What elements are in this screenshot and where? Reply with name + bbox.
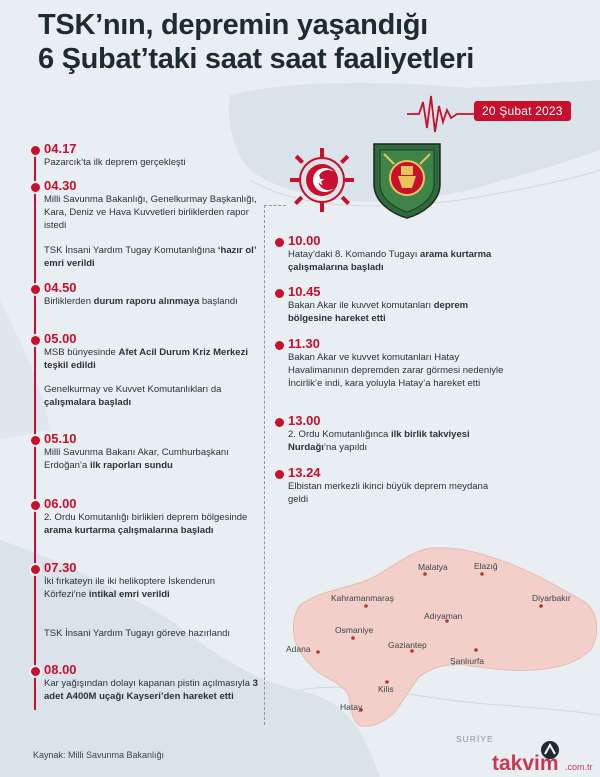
entry-time: 04.50 bbox=[44, 280, 77, 295]
entry-description: İki fırkateyn ile iki helikoptere İskenderun Körfezi’ne intikal emri verildi bbox=[44, 576, 216, 600]
entry-description: Milli Savunma Bakanı Akar, Cumhurbaşkanı Erdoğan’a ilk raporları sundu bbox=[44, 447, 229, 471]
entry-time: 10.00 bbox=[288, 233, 321, 248]
timeline-entry bbox=[44, 496, 259, 537]
msb-logo-icon bbox=[286, 144, 358, 216]
map-city-malatya: Malatya bbox=[418, 562, 448, 572]
timeline-marker bbox=[29, 144, 42, 157]
date-badge: 20 Şubat 2023 bbox=[474, 101, 571, 121]
entry-time: 05.10 bbox=[44, 431, 77, 446]
timeline-entry bbox=[288, 465, 510, 506]
timeline-marker bbox=[29, 181, 42, 194]
timeline-marker bbox=[29, 334, 42, 347]
timeline-entry bbox=[288, 413, 510, 454]
entry-time: 08.00 bbox=[44, 662, 77, 677]
entry-description: Pazarcık’ta ilk deprem gerçekleşti bbox=[44, 157, 186, 168]
timeline-connector-top bbox=[264, 205, 286, 206]
timeline-entry bbox=[288, 233, 510, 274]
watermark-brand: takvim bbox=[492, 752, 559, 775]
map-country-label: SURİYE bbox=[456, 734, 494, 744]
map-city-kilis: Kilis bbox=[378, 684, 394, 694]
entry-time: 11.30 bbox=[288, 336, 320, 351]
timeline-line bbox=[34, 148, 36, 710]
timeline-entry bbox=[44, 383, 259, 409]
timeline-marker bbox=[273, 236, 286, 249]
timeline-entry bbox=[44, 662, 259, 703]
timeline-entry bbox=[288, 336, 510, 390]
page-title bbox=[38, 8, 474, 76]
title-line-2: 6 Şubat’taki saat saat faaliyetleri bbox=[38, 43, 474, 75]
timeline-entry bbox=[44, 280, 259, 308]
entry-description: Bakan Akar ve kuvvet komutanları Hatay Havalimanının depremden zarar görmesi nedeniyle İncirlik’e indi, kara yoluyla Hatay’a hareket etti bbox=[288, 352, 504, 389]
entry-description: TSK İnsani Yardım Tugayı göreve hazırlandı bbox=[44, 628, 231, 639]
timeline-entry bbox=[44, 560, 259, 601]
entry-time: 04.17 bbox=[44, 141, 77, 156]
watermark-domain: .com.tr bbox=[565, 762, 593, 772]
timeline-marker bbox=[273, 339, 286, 352]
title-line-1: TSK’nın, depremin yaşandığı bbox=[38, 9, 428, 41]
entry-time: 04.30 bbox=[44, 178, 77, 193]
map-city-adiyaman: Adıyaman bbox=[424, 611, 463, 621]
entry-time: 07.30 bbox=[44, 560, 77, 575]
entry-time: 13.00 bbox=[288, 413, 321, 428]
timeline-marker bbox=[29, 665, 42, 678]
entry-description: Genelkurmay ve Kuvvet Komutanlıkları da çalışmalara başladı bbox=[44, 384, 222, 408]
entry-time: 13.24 bbox=[288, 465, 321, 480]
timeline-entry bbox=[44, 178, 259, 232]
map-city-sanliurfa: Şanlıurfa bbox=[450, 656, 485, 666]
entry-description: Hatay’daki 8. Komando Tugayı arama kurtarma çalışmalarına başladı bbox=[288, 249, 492, 273]
watermark-logo bbox=[490, 750, 598, 776]
timeline-entry bbox=[44, 431, 259, 472]
timeline-marker bbox=[29, 283, 42, 296]
entry-time: 10.45 bbox=[288, 284, 321, 299]
timeline-entry bbox=[44, 331, 259, 372]
timeline-marker bbox=[29, 499, 42, 512]
map-city-adana: Adana bbox=[286, 644, 311, 654]
tsk-logo-icon bbox=[370, 140, 444, 220]
timeline-entry bbox=[44, 244, 259, 270]
entry-description: 2. Ordu Komutanlığı birlikleri deprem bölgesinde arama kurtarma çalışmalarına başladı bbox=[44, 512, 248, 536]
entry-time: 06.00 bbox=[44, 496, 77, 511]
timeline-connector bbox=[264, 205, 265, 725]
entry-description: Birliklerden durum raporu alınmaya başlandı bbox=[44, 296, 238, 307]
timeline-entry bbox=[44, 141, 259, 169]
map-city-osmaniye: Osmaniye bbox=[335, 625, 374, 635]
timeline-entry bbox=[44, 627, 259, 640]
map-city-hatay: Hatay bbox=[340, 702, 363, 712]
map-city-diyarbakir: Diyarbakır bbox=[532, 593, 571, 603]
timeline-marker bbox=[273, 468, 286, 481]
timeline-marker bbox=[273, 416, 286, 429]
timeline-entry bbox=[288, 284, 510, 325]
timeline-marker bbox=[273, 287, 286, 300]
map-city-kahramanmaras: Kahramanmaraş bbox=[331, 593, 394, 603]
timeline-marker bbox=[29, 563, 42, 576]
entry-description: Kar yağışından dolayı kapanan pistin açılmasıyla 3 adet A400M uçağı Kayseri’den hareket etti bbox=[44, 678, 258, 702]
entry-description: Elbistan merkezli ikinci büyük deprem meydana geldi bbox=[288, 481, 489, 505]
entry-description: TSK İnsani Yardım Tugay Komutanlığına ‘hazır ol’ emri verildi bbox=[44, 245, 256, 269]
entry-description: 2. Ordu Komutanlığınca ilk birlik takviyesi Nurdağı’na yapıldı bbox=[288, 429, 470, 453]
entry-time: 05.00 bbox=[44, 331, 77, 346]
source-note: Kaynak: Milli Savunma Bakanlığı bbox=[33, 750, 165, 760]
timeline-marker bbox=[29, 434, 42, 447]
entry-description: Bakan Akar ile kuvvet komutanları deprem bölgesine hareket etti bbox=[288, 300, 469, 324]
map-city-gaziantep: Gaziantep bbox=[388, 640, 427, 650]
map-city-elazig: Elazığ bbox=[474, 561, 498, 571]
entry-description: Milli Savunma Bakanlığı, Genelkurmay Başkanlığı, Kara, Deniz ve Hava Kuvvetleri birliklerden rapor istedi bbox=[44, 194, 257, 231]
entry-description: MSB bünyesinde Afet Acil Durum Kriz Merkezi teşkil edildi bbox=[44, 347, 248, 371]
